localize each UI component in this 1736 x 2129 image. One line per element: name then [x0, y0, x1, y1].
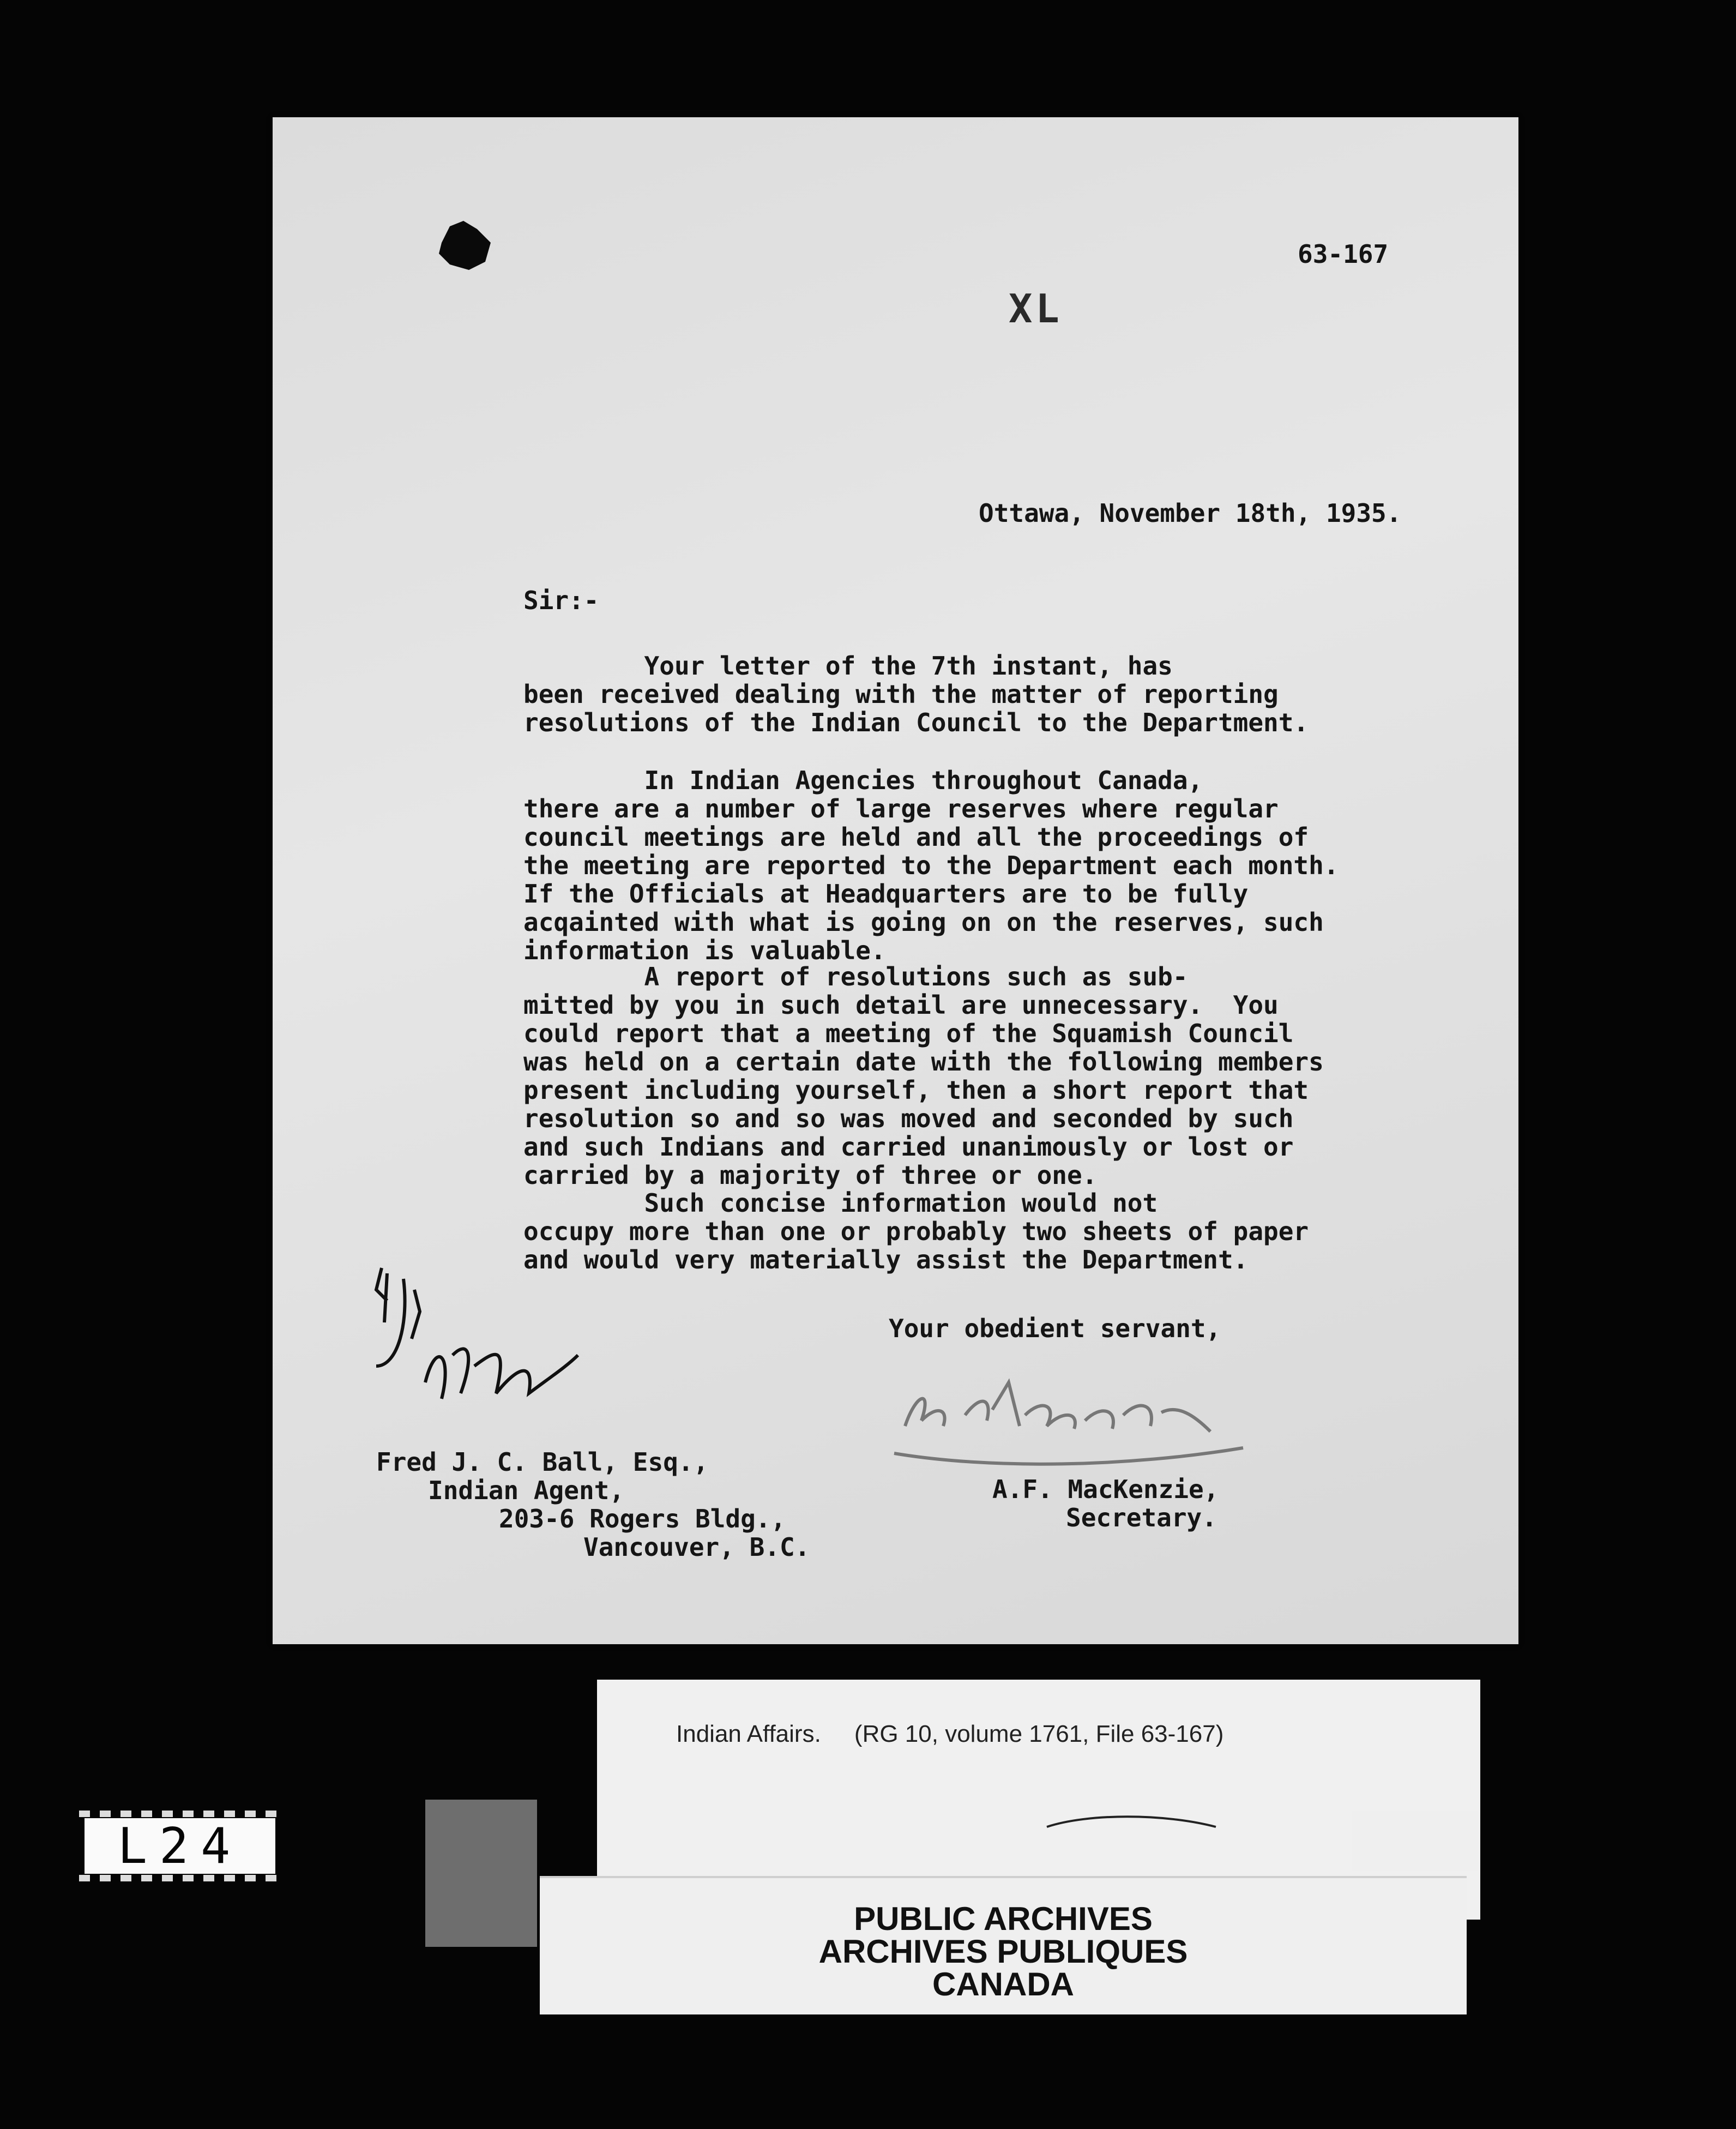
text-line: acqainted with what is going on on the reserves, such — [523, 907, 1324, 937]
text-line: present including yourself, then a short report that — [523, 1075, 1309, 1105]
text-line: A report of resolutions such as sub- — [523, 962, 1188, 991]
text-line: was held on a certain date with the following members — [523, 1047, 1324, 1076]
text-line: the meeting are reported to the Department each month. — [523, 851, 1339, 880]
text-line: resolutions of the Indian Council to the Department. — [523, 708, 1309, 737]
punch-hole — [425, 213, 502, 278]
signatory-name: A.F. MacKenzie, — [992, 1475, 1219, 1504]
text-line: information is valuable. — [523, 936, 886, 965]
text-line: been received dealing with the matter of reporting — [523, 679, 1279, 709]
letter-page — [273, 117, 1518, 1644]
text-line: resolution so and so was moved and seconded by such — [523, 1104, 1294, 1133]
addressee-line: 203-6 Rogers Bldg., — [499, 1504, 786, 1533]
text-line: could report that a meeting of the Squamish Council — [523, 1019, 1294, 1048]
stamp-line: PUBLIC ARCHIVES — [854, 1901, 1153, 1937]
film-perforation — [79, 1875, 281, 1881]
text-line: mitted by you in such detail are unnecessary. You — [523, 990, 1279, 1020]
text-line: carried by a majority of three or one. — [523, 1160, 1098, 1190]
stamp-line: CANADA — [932, 1966, 1074, 2002]
text-line: there are a number of large reserves where regular — [523, 794, 1279, 823]
light-tab — [1352, 1811, 1478, 1871]
paragraph-2 — [523, 766, 1339, 965]
archives-stamp-label — [540, 1876, 1467, 2014]
addressee-line: Vancouver, B.C. — [583, 1532, 810, 1562]
handwritten-initials — [343, 1257, 616, 1448]
paragraph-1 — [523, 652, 1309, 737]
frame-number: L24 — [85, 1818, 275, 1874]
stamp-line: ARCHIVES PUBLIQUES — [818, 1933, 1188, 1970]
text-line: occupy more than one or probably two sheets of paper — [523, 1217, 1309, 1246]
frame-counter — [79, 1811, 281, 1881]
salutation: Sir:- — [523, 586, 599, 615]
signatory-title: Secretary. — [1066, 1503, 1217, 1532]
addressee-line: Fred J. C. Ball, Esq., — [376, 1447, 709, 1477]
text-line: In Indian Agencies throughout Canada, — [523, 766, 1203, 795]
paragraph-3 — [523, 963, 1324, 1189]
handwritten-signature — [883, 1361, 1265, 1481]
stamp-mark: XL — [1009, 286, 1063, 332]
closing: Your obedient servant, — [889, 1314, 1221, 1343]
paragraph-4 — [523, 1189, 1309, 1274]
file-number: 63-167 — [1298, 239, 1389, 269]
text-line: council meetings are held and all the proceedings of — [523, 822, 1309, 852]
gray-tab — [425, 1800, 537, 1947]
text-line: If the Officials at Headquarters are to be fully — [523, 879, 1249, 909]
text-line: Such concise information would not — [523, 1188, 1158, 1218]
card-reference: Indian Affairs. (RG 10, volume 1761, File 63-167) — [676, 1721, 1224, 1747]
pen-mark — [1044, 1811, 1219, 1832]
text-line: and would very materially assist the Department. — [523, 1245, 1249, 1274]
text-line: Your letter of the 7th instant, has — [523, 651, 1173, 681]
date-line: Ottawa, November 18th, 1935. — [979, 498, 1402, 528]
addressee-line: Indian Agent, — [428, 1476, 625, 1505]
film-perforation — [79, 1811, 281, 1817]
text-line: and such Indians and carried unanimously or lost or — [523, 1132, 1294, 1162]
